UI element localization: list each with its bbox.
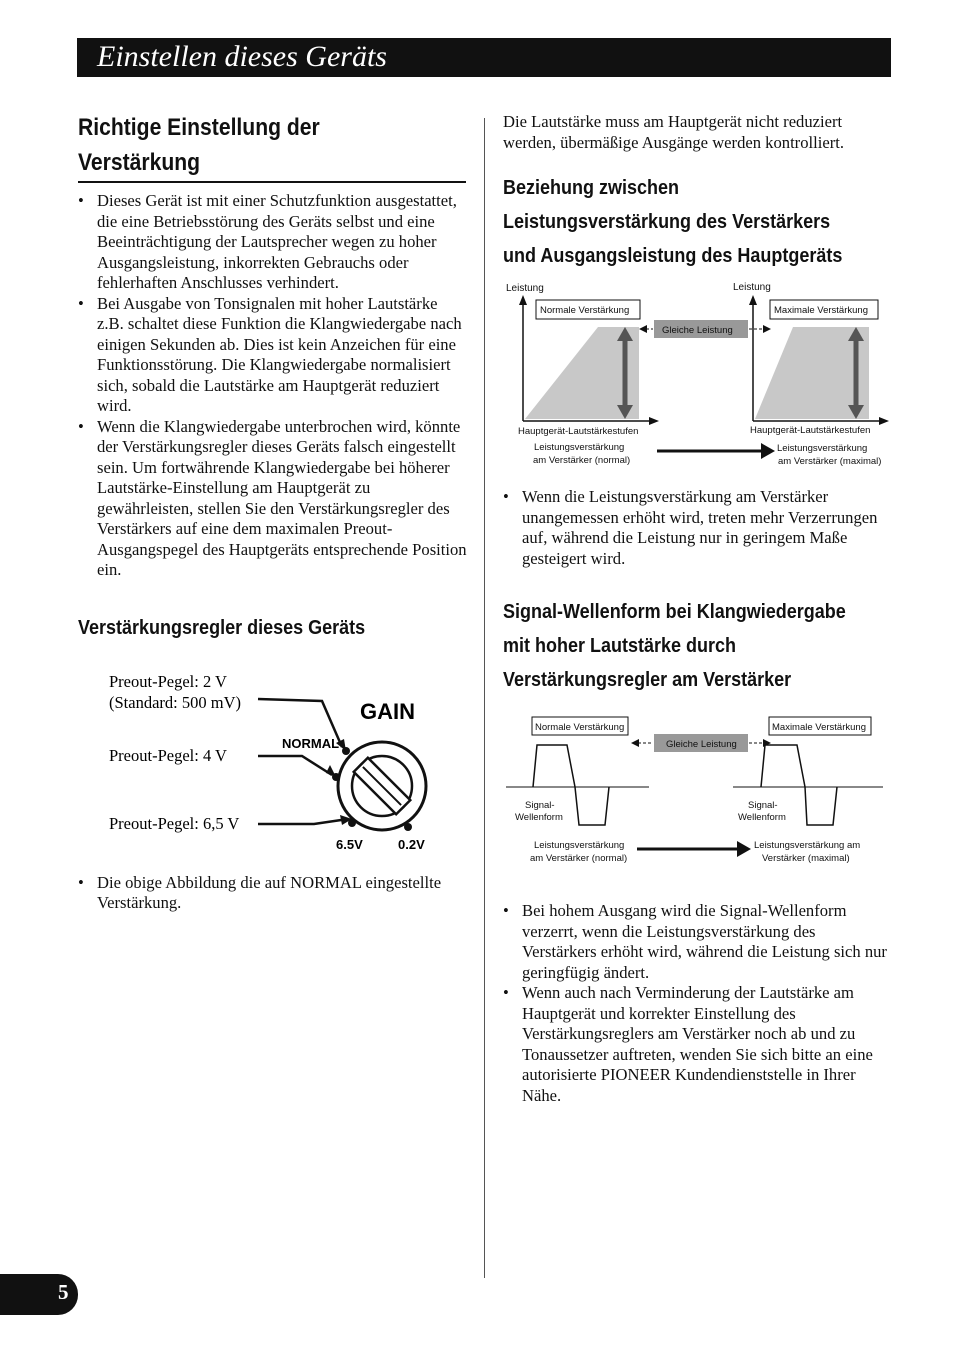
- v65-label: 6.5V: [336, 836, 363, 851]
- caption2-left-2: am Verstärker (normal): [530, 853, 628, 864]
- y-axis-label-right: Leistung: [733, 282, 771, 293]
- section-heading-line1: Richtige Einstellung der: [78, 114, 320, 141]
- x-axis-label-right: Hauptgerät-Lautstärkestufen: [750, 425, 871, 436]
- same-power-label: Gleiche Leistung: [662, 325, 733, 336]
- list-item: • Die obige Abbildung die auf NORMAL eingestellte Verstärkung.: [78, 873, 468, 914]
- power-relation-figure: [503, 279, 893, 479]
- caption2-right-2: Verstärker (maximal): [762, 853, 850, 864]
- normal-gain-box-label: Normale Verstärkung: [540, 305, 630, 316]
- section-heading-line2: Verstärkung: [78, 149, 201, 176]
- preout-65v-label: Preout-Pegel: 6,5 V: [109, 813, 240, 833]
- page-header-title: Einstellen dieses Geräts: [97, 40, 387, 73]
- list-item: • Wenn die Leistungsverstärkung am Verstärker unangemessen erhöht wird, treten mehr Verzerrungen auf, während die Leistung nur in geringem Maße gesteigert wird.: [503, 487, 893, 569]
- normal-gain-box-label-2: Normale Verstärkung: [535, 722, 625, 733]
- page-number-tab: [0, 1274, 78, 1315]
- y-axis-label-left: Leistung: [506, 283, 544, 294]
- relation-heading-line1: Beziehung zwischen: [503, 177, 680, 199]
- max-gain-box-label-2: Maximale Verstärkung: [772, 722, 866, 733]
- v02-label: 0.2V: [398, 836, 425, 851]
- caption-right-2: am Verstärker (maximal): [778, 456, 882, 467]
- left-bullet-list: [78, 191, 468, 581]
- right-bullet-list-1: [503, 487, 893, 569]
- gain-label: GAIN: [360, 698, 415, 724]
- signal-label-right-2: Wellenform: [738, 812, 786, 823]
- list-item: • Bei hohem Ausgang wird die Signal-Wellenform verzerrt, wenn die Leistungsverstärkung des Verstärkers erhöht wird, während die Leistung sich nur geringfügig ändert.: [503, 901, 893, 983]
- right-bullet-list-2: [503, 901, 893, 1106]
- list-item: • Dieses Gerät ist mit einer Schutzfunktion ausgestattet, die eine Betriebsstörung des Geräts selbst und eine Beeinträchtigung der Lautsprecher wegen zu hoher Ausgangsleistung, inkorrekten Gebrauchs oder fehlerhaften Anschlusses verhindert.: [78, 191, 468, 294]
- preout-4v-label: Preout-Pegel: 4 V: [109, 745, 227, 765]
- list-item: • Wenn auch nach Verminderung der Lautstärke am Hauptgerät und korrekter Einstellung des Verstärkungsreglers am Verstärker noch ab und zu Tonaussetzer auftreten, wenden Sie sich bitte an eine autorisierte PIONEER Kundendienststelle in Ihrer Nähe.: [503, 983, 893, 1106]
- left-bullet-list-2: [78, 873, 468, 914]
- relation-heading-line3: und Ausgangsleistung des Hauptgeräts: [503, 245, 843, 267]
- gain-subheading: Verstärkungsregler dieses Geräts: [78, 616, 366, 639]
- signal-label-right-1: Signal-: [748, 800, 778, 811]
- waveform-heading-line2: mit hoher Lautstärke durch: [503, 635, 737, 657]
- signal-label-left-2: Wellenform: [515, 812, 563, 823]
- caption2-right-1: Leistungsverstärkung am: [754, 840, 861, 851]
- caption-left-2: am Verstärker (normal): [533, 455, 631, 466]
- caption2-left-1: Leistungsverstärkung: [534, 840, 625, 851]
- page-header: [77, 38, 891, 77]
- relation-heading-line2: Leistungsverstärkung des Verstärkers: [503, 211, 831, 233]
- heading-rule: [78, 181, 466, 183]
- column-divider: [484, 118, 485, 1278]
- max-gain-box-label: Maximale Verstärkung: [774, 305, 868, 316]
- waveform-heading-line1: Signal-Wellenform bei Klangwiedergabe: [503, 601, 846, 623]
- signal-label-left-1: Signal-: [525, 800, 555, 811]
- gain-knob-figure: [78, 651, 468, 851]
- left-column: [78, 110, 468, 914]
- preout-2v-label: Preout-Pegel: 2 V: [109, 671, 227, 691]
- normal-label: NORMAL: [282, 735, 340, 751]
- intro-paragraph: Die Lautstärke muss am Hauptgerät nicht reduziert werden, übermäßige Ausgänge werden kontrolliert.: [503, 112, 844, 152]
- right-column: [503, 112, 893, 1106]
- page-number: 5: [58, 1280, 69, 1304]
- list-item: • Wenn die Klangwiedergabe unterbrochen wird, könnte der Verstärkungsregler dieses Geräts falsch eingestellt sein. Um fortwährende Klangwiedergabe bei höherer Lautstärke-Einstellung am Hauptgerät zu gewährleisten, stellen Sie den Verstärkungsregler des Verstärkers auf eine dem maximalen Preout-Ausgangspegel des Hauptgeräts entsprechende Position ein.: [78, 417, 468, 581]
- same-power-label-2: Gleiche Leistung: [666, 739, 737, 750]
- waveform-heading-line3: Verstärkungsregler am Verstärker: [503, 669, 792, 691]
- caption-left-1: Leistungsverstärkung: [534, 442, 625, 453]
- preout-standard-label: (Standard: 500 mV): [109, 692, 241, 712]
- list-item: • Bei Ausgabe von Tonsignalen mit hoher Lautstärke z.B. schaltet diese Funktion die Klangwiedergabe nach einigen Sekunden ab. Dies ist kein Anzeichen für eine Funktionsstörung. Die Klangwiedergabe normalisiert sich, sobald die Lautstärke am Hauptgerät reduziert wird.: [78, 294, 468, 417]
- waveform-figure: [503, 713, 893, 873]
- x-axis-label-left: Hauptgerät-Lautstärkestufen: [518, 426, 639, 437]
- caption-right-1: Leistungsverstärkung: [777, 443, 868, 454]
